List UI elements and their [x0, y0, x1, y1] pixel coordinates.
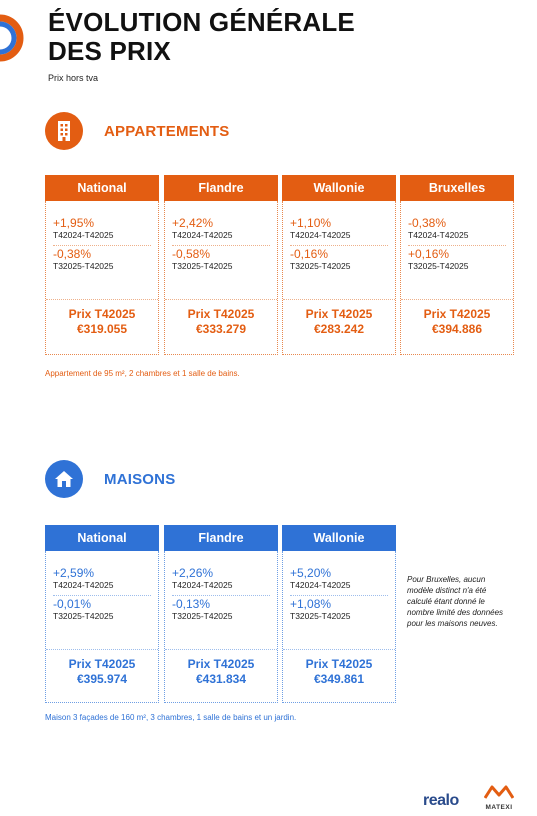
- change-divider: [53, 245, 151, 246]
- annual-change-value: +2,59%: [53, 566, 95, 580]
- quarterly-change-period: T32025-T42025: [53, 261, 114, 271]
- annual-change-value: +2,42%: [172, 216, 214, 230]
- region-card-body: [400, 201, 514, 355]
- price-label: Prix T42025: [68, 657, 136, 671]
- price-divider: [283, 649, 395, 650]
- change-divider: [290, 595, 388, 596]
- region-name: Flandre: [164, 525, 278, 551]
- price-divider: [165, 299, 277, 300]
- apartments-section-title: APPARTEMENTS: [104, 123, 230, 140]
- change-divider: [53, 595, 151, 596]
- annual-change-period: T42024-T42025: [53, 580, 114, 590]
- annual-change: [53, 217, 114, 241]
- page-subtitle: Prix hors tva: [48, 73, 99, 83]
- annual-change-period: T42024-T42025: [290, 580, 351, 590]
- change-divider: [172, 595, 270, 596]
- annual-change-period: T42024-T42025: [53, 230, 114, 240]
- quarterly-change: [172, 598, 233, 622]
- region-name: Wallonie: [282, 525, 396, 551]
- price-divider: [165, 649, 277, 650]
- region-card-body: [164, 551, 278, 703]
- quarterly-change: [53, 248, 114, 272]
- quarterly-change: [408, 248, 469, 272]
- annual-change-value: -0,38%: [408, 216, 447, 230]
- price-value: €431.834: [195, 672, 247, 686]
- corner-arc-decoration: [0, 12, 28, 64]
- price-value: €349.861: [313, 672, 365, 686]
- region-card-flandre: [164, 175, 278, 355]
- annual-change-value: +5,20%: [290, 566, 332, 580]
- annual-change: [172, 217, 233, 241]
- price-value: €333.279: [195, 322, 247, 336]
- quarterly-change-value: +1,08%: [290, 597, 332, 611]
- region-name: National: [45, 175, 159, 201]
- region-card-wallonie: [282, 175, 396, 355]
- quarterly-change-period: T32025-T42025: [53, 611, 114, 621]
- apartments-footnote: Appartement de 95 m², 2 chambres et 1 salle de bains.: [45, 369, 240, 378]
- price-value: €395.974: [76, 672, 128, 686]
- quarterly-change: [290, 598, 351, 622]
- price-label: Prix T42025: [305, 657, 373, 671]
- matexi-mark-icon: [484, 785, 514, 799]
- annual-change: [53, 567, 114, 591]
- quarterly-change-value: -0,01%: [53, 597, 92, 611]
- quarterly-change-value: -0,38%: [53, 247, 92, 261]
- annual-change: [290, 217, 351, 241]
- price-label: Prix T42025: [423, 307, 491, 321]
- quarterly-change-period: T32025-T42025: [290, 261, 351, 271]
- annual-change-period: T42024-T42025: [172, 580, 233, 590]
- region-card-wallonie: [282, 525, 396, 703]
- quarterly-change-value: -0,13%: [172, 597, 211, 611]
- region-name: Wallonie: [282, 175, 396, 201]
- region-card-body: [45, 201, 159, 355]
- matexi-logo-text: MATEXI: [485, 804, 513, 811]
- realo-logo-text: realo: [423, 792, 459, 809]
- price-value: €319.055: [76, 322, 128, 336]
- annual-change: [290, 567, 351, 591]
- region-card-national: [45, 525, 159, 703]
- region-card-flandre: [164, 525, 278, 703]
- price-value: €283.242: [313, 322, 365, 336]
- region-card-national: [45, 175, 159, 355]
- houses-footnote: Maison 3 façades de 160 m², 3 chambres, 1 salle de bains et un jardin.: [45, 713, 297, 722]
- matexi-logo: [478, 785, 520, 811]
- quarterly-change: [172, 248, 233, 272]
- annual-change: [172, 567, 233, 591]
- annual-change-value: +1,10%: [290, 216, 332, 230]
- quarterly-change-period: T32025-T42025: [408, 261, 469, 271]
- page-title: [48, 8, 355, 66]
- quarterly-change-value: +0,16%: [408, 247, 450, 261]
- brussels-side-note: Pour Bruxelles, aucun modèle distinct n'a été calculé étant donné le nombre limité des données pour les maisons neuves.: [407, 575, 504, 628]
- quarterly-change-value: -0,16%: [290, 247, 329, 261]
- page-title-line2: DES PRIX: [48, 36, 171, 66]
- price-label: Prix T42025: [187, 657, 255, 671]
- region-card-body: [164, 201, 278, 355]
- realo-logo: [423, 792, 459, 810]
- quarterly-change: [290, 248, 351, 272]
- quarterly-change-period: T32025-T42025: [172, 261, 233, 271]
- quarterly-change: [53, 598, 114, 622]
- annual-change-value: +1,95%: [53, 216, 95, 230]
- price-label: Prix T42025: [187, 307, 255, 321]
- region-name: Flandre: [164, 175, 278, 201]
- price-divider: [283, 299, 395, 300]
- annual-change-period: T42024-T42025: [290, 230, 351, 240]
- region-name: National: [45, 525, 159, 551]
- region-card-body: [282, 201, 396, 355]
- price-label: Prix T42025: [68, 307, 136, 321]
- annual-change-period: T42024-T42025: [408, 230, 469, 240]
- price-divider: [401, 299, 513, 300]
- houses-section-title: MAISONS: [104, 471, 176, 488]
- change-divider: [172, 245, 270, 246]
- change-divider: [290, 245, 388, 246]
- price-label: Prix T42025: [305, 307, 373, 321]
- region-card-body: [45, 551, 159, 703]
- house-icon: [45, 460, 83, 498]
- price-value: €394.886: [431, 322, 483, 336]
- quarterly-change-period: T32025-T42025: [172, 611, 233, 621]
- change-divider: [408, 245, 506, 246]
- quarterly-change-period: T32025-T42025: [290, 611, 351, 621]
- annual-change: [408, 217, 469, 241]
- page-title-line1: ÉVOLUTION GÉNÉRALE: [48, 7, 355, 37]
- region-card-bruxelles: [400, 175, 514, 355]
- annual-change-value: +2,26%: [172, 566, 214, 580]
- annual-change-period: T42024-T42025: [172, 230, 233, 240]
- building-icon: [45, 112, 83, 150]
- price-divider: [46, 299, 158, 300]
- quarterly-change-value: -0,58%: [172, 247, 211, 261]
- price-divider: [46, 649, 158, 650]
- region-name: Bruxelles: [400, 175, 514, 201]
- region-card-body: [282, 551, 396, 703]
